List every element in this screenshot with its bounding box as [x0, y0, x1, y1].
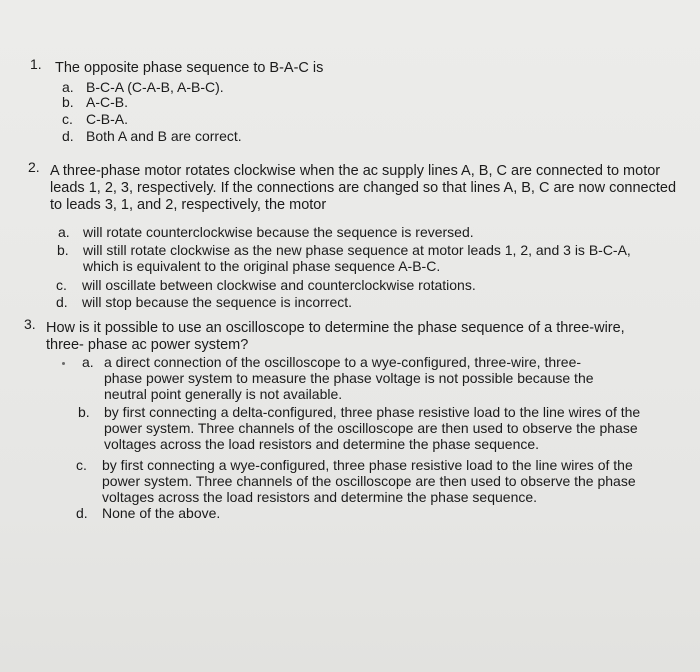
stray-mark [62, 362, 65, 365]
option-text: a direct connection of the oscilloscope to a wye-configured, three-wire, three-phase power system to measure the phase voltage is not possible because the neutral point generally is not available. [104, 354, 594, 402]
option-text: will stop because the sequence is incorrect. [82, 294, 353, 310]
option-text: A-C-B. [86, 94, 128, 110]
option-letter: b. [62, 94, 74, 110]
option-letter: a. [82, 354, 94, 370]
option-3b [78, 404, 678, 456]
option-text: Both A and B are correct. [86, 128, 242, 144]
option-1c [62, 111, 622, 127]
option-text: will rotate counterclockwise because the sequence is reversed. [83, 224, 474, 240]
option-letter: c. [62, 111, 73, 127]
option-letter: b. [78, 404, 90, 420]
question-stem: How is it possible to use an oscilloscope to determine the phase sequence of a three-wire, three- phase ac power system? [46, 320, 625, 353]
option-text: by first connecting a wye-configured, three phase resistive load to the line wires of the power system. Three channels of the oscilloscope are then used to observe the phase voltages across the load resistors and determine the phase sequence. [102, 457, 636, 505]
option-text: None of the above. [102, 505, 221, 521]
option-2a [58, 224, 658, 240]
option-letter: c. [56, 277, 67, 293]
option-text: by first connecting a delta-configured, three phase resistive load to the line wires of the power system. Three channels of the oscilloscope are then used to observe the phase voltages across the load resistors and determine the phase sequence. [104, 404, 641, 452]
option-3a [82, 354, 642, 404]
option-1a [62, 79, 622, 95]
option-text: C-B-A. [86, 111, 128, 127]
question-number: 2. [28, 159, 40, 175]
option-2d [56, 294, 656, 310]
question-stem: A three-phase motor rotates clockwise when the ac supply lines A, B, C are connected to motor leads 1, 2, 3, respectively. If the connections are changed so that lines A, B, C are now connected to leads 3, 1, and 2, respectively, the motor [50, 163, 677, 213]
option-text: will still rotate clockwise as the new phase sequence at motor leads 1, 2, and 3 is B-C-A, which is equivalent to the original phase sequence A-B-C. [83, 242, 631, 274]
option-text: will oscillate between clockwise and counterclockwise rotations. [82, 277, 476, 293]
option-letter: a. [62, 79, 74, 95]
question-stem: The opposite phase sequence to B-A-C is [55, 60, 324, 76]
question-number: 1. [30, 56, 42, 72]
option-letter: c. [76, 457, 87, 473]
option-text: B-C-A (C-A-B, A-B-C). [86, 79, 224, 95]
option-letter: d. [56, 294, 68, 310]
option-1b [62, 94, 622, 110]
option-letter: d. [76, 505, 88, 521]
question-number: 3. [24, 316, 36, 332]
option-1d [62, 128, 622, 144]
option-3c [76, 457, 676, 509]
option-2b [57, 242, 657, 276]
option-3d [76, 505, 676, 521]
option-letter: d. [62, 128, 74, 144]
option-2c [56, 277, 656, 293]
option-letter: a. [58, 224, 70, 240]
option-letter: b. [57, 242, 69, 258]
